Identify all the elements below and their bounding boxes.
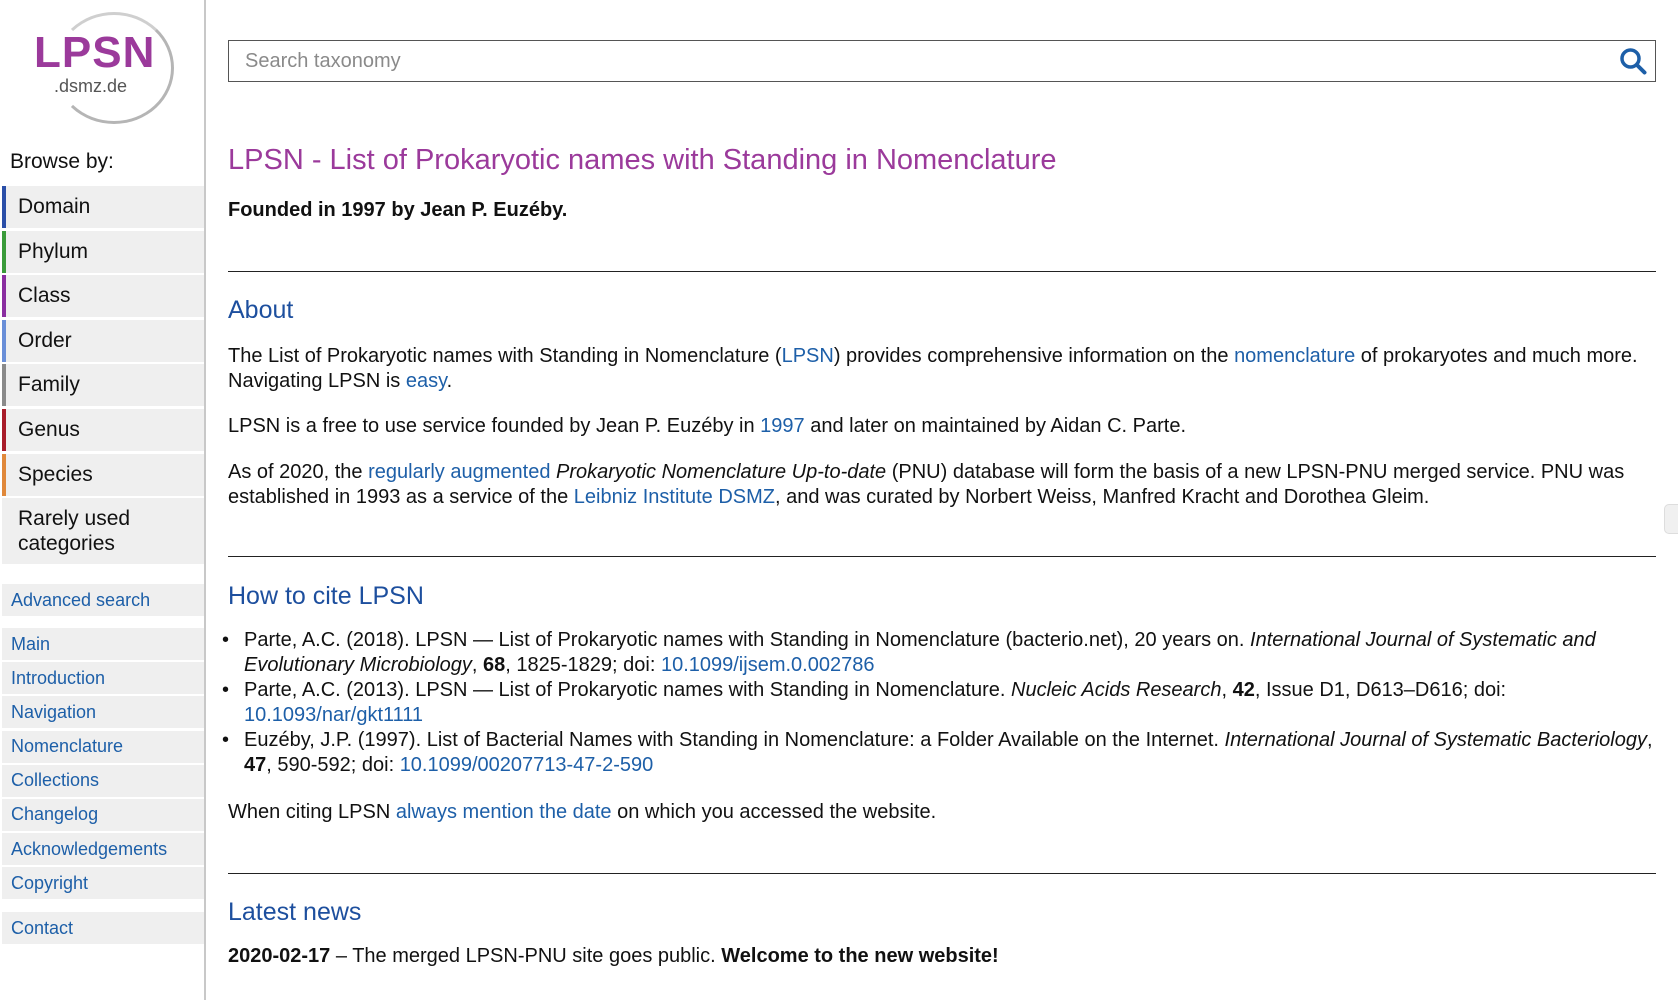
citation-text: Parte, A.C. (2018). LPSN — List of Prokaryotic names with Standing in Nomenclature (bacterio.net), 20 years on.	[244, 629, 1251, 651]
sidebar-item-collections[interactable]: Collections	[2, 765, 204, 797]
sidebar-item-rarely-used[interactable]	[2, 498, 204, 564]
doi-link[interactable]: 10.1099/00207713-47-2-590	[399, 754, 654, 776]
cite-heading: How to cite LPSN	[228, 582, 424, 610]
doi-link[interactable]: 10.1099/ijsem.0.002786	[660, 654, 875, 676]
text-span: As of 2020, the	[228, 461, 369, 483]
sidebar-item-label: Phylum	[18, 239, 89, 263]
about-heading: About	[228, 296, 294, 324]
founded-line: Founded in 1997 by Jean P. Euzéby.	[228, 199, 568, 221]
text-span: When citing LPSN	[228, 801, 396, 823]
side-edge-tab[interactable]	[1664, 504, 1678, 534]
pnu-name: Prokaryotic Nomenclature Up-to-date	[556, 461, 887, 483]
sidebar-item-class[interactable]	[2, 275, 204, 317]
news-heading: Latest news	[228, 898, 362, 926]
text-span: The List of Prokaryotic names with Standing in Nomenclature (	[228, 345, 782, 367]
advanced-search-menu	[2, 584, 204, 618]
browse-by-label: Browse by:	[10, 150, 114, 173]
sidebar-item-changelog[interactable]: Changelog	[2, 799, 204, 831]
sidebar-item-label: Order	[18, 328, 72, 352]
news-text: – The merged LPSN-PNU site goes public.	[330, 945, 722, 967]
news-highlight: Welcome to the new website!	[721, 945, 999, 967]
sidebar-item-label: Rarely used categories	[18, 507, 131, 556]
sidebar-item-domain[interactable]	[2, 186, 204, 228]
text-span: ) provides comprehensive information on the	[833, 345, 1235, 367]
text-span: of prokaryotes and much more. Navigating LPSN is	[228, 345, 1638, 392]
sidebar-item-acknowledgements[interactable]: Acknowledgements	[2, 833, 204, 865]
logo-domain: .dsmz.de	[54, 76, 128, 96]
text-span: .	[446, 370, 453, 392]
citation-volume: 68	[483, 654, 506, 676]
search-bar	[228, 40, 1656, 82]
sidebar-item-family[interactable]	[2, 364, 204, 406]
sidebar-item-order[interactable]	[2, 320, 204, 362]
sidebar-item-phylum[interactable]	[2, 231, 204, 273]
cite-note	[228, 800, 1648, 825]
year-1997-link[interactable]: 1997	[760, 415, 805, 437]
lpsn-logo[interactable]	[30, 10, 178, 124]
sidebar-item-main[interactable]: Main	[2, 628, 204, 660]
sidebar-item-contact[interactable]: Contact	[2, 912, 204, 944]
citation-volume: 42	[1232, 679, 1255, 701]
doi-link[interactable]: 10.1093/nar/gkt1111	[244, 704, 424, 726]
text-span: , and was curated by Norbert Weiss, Manfred Kracht and Dorothea Gleim.	[774, 486, 1430, 508]
sidebar-item-nomenclature[interactable]: Nomenclature	[2, 731, 204, 763]
mention-date-link[interactable]: always mention the date	[395, 801, 612, 823]
regularly-augmented-link[interactable]: regularly augmented	[368, 461, 551, 483]
search-input[interactable]	[229, 41, 1611, 81]
sidebar-item-advanced-search[interactable]: Advanced search	[2, 584, 204, 616]
list-item: • Euzéby, J.P. (1997). List of Bacterial Names with Standing in Nomenclature: a Folder Available on the Internet. International Journal of Systematic Bacteriology, 47, 590-592; doi: 10.1099/00207713-47-2-590	[228, 728, 1656, 778]
about-paragraph-3	[228, 460, 1648, 510]
citation-text: , Issue D1, D613–D616; doi:	[1254, 679, 1507, 701]
citation-list	[228, 628, 1656, 778]
contact-menu	[2, 912, 204, 946]
sidebar	[0, 0, 206, 1000]
main-content	[228, 0, 1656, 1000]
news-item	[228, 945, 999, 968]
about-paragraph-2	[228, 414, 1648, 439]
logo-text: LPSN	[34, 28, 156, 77]
citation-text: Parte, A.C. (2013). LPSN — List of Prokaryotic names with Standing in Nomenclature.	[244, 679, 1012, 701]
text-span: LPSN is a free to use service founded by Jean P. Euzéby in	[228, 415, 761, 437]
divider	[228, 556, 1656, 557]
search-icon[interactable]	[1611, 41, 1655, 81]
sidebar-item-introduction[interactable]: Introduction	[2, 662, 204, 694]
text-span: (PNU) database will form the basis of a new LPSN-PNU merged service. PNU was established in 1993 as a service of the	[228, 461, 1625, 508]
sidebar-item-label: Species	[18, 462, 93, 486]
citation-text: , 1825-1829; doi:	[505, 654, 661, 676]
citation-text: Euzéby, J.P. (1997). List of Bacterial Names with Standing in Nomenclature: a Folder Available on the Internet.	[244, 729, 1225, 751]
taxonomy-menu	[2, 186, 204, 567]
dsmz-link[interactable]: Leibniz Institute DSMZ	[573, 486, 775, 508]
sidebar-item-label: Class	[18, 284, 71, 308]
sidebar-item-genus[interactable]	[2, 409, 204, 451]
sidebar-item-species[interactable]	[2, 454, 204, 496]
citation-journal: Nucleic Acids Research	[1011, 679, 1222, 701]
divider	[228, 271, 1656, 272]
text-span: on which you accessed the website.	[611, 801, 937, 823]
sidebar-item-label: Family	[18, 373, 80, 397]
about-paragraph-1	[228, 344, 1648, 394]
sidebar-item-navigation[interactable]: Navigation	[2, 696, 204, 728]
main-nav-menu	[2, 628, 204, 902]
page-title: LPSN - List of Prokaryotic names with Standing in Nomenclature	[228, 144, 1057, 176]
list-item: • Parte, A.C. (2013). LPSN — List of Prokaryotic names with Standing in Nomenclature. Nucleic Acids Research, 42, Issue D1, D613–D616; doi: 10.1093/nar/gkt1111	[228, 678, 1656, 728]
citation-text: , 590-592; doi:	[266, 754, 400, 776]
sidebar-item-label: Domain	[18, 195, 91, 218]
easy-link[interactable]: easy	[405, 370, 447, 392]
divider	[228, 873, 1656, 874]
lpsn-link[interactable]: LPSN	[781, 345, 834, 367]
news-date: 2020-02-17	[228, 945, 331, 967]
sidebar-item-copyright[interactable]: Copyright	[2, 867, 204, 899]
sidebar-item-label: Genus	[18, 417, 80, 441]
nomenclature-link[interactable]: nomenclature	[1234, 345, 1356, 367]
citation-volume: 47	[244, 754, 267, 776]
citation-journal: International Journal of Systematic and Evolutionary Microbiology	[244, 629, 1596, 676]
text-span: and later on maintained by Aidan C. Parte.	[804, 415, 1187, 437]
list-item: • Parte, A.C. (2018). LPSN — List of Prokaryotic names with Standing in Nomenclature (bacterio.net), 20 years on. International Journal of Systematic and Evolutionary Microbiology, 68, 1825-1829; doi: 10.1099/ijsem.0.002786	[228, 628, 1656, 678]
citation-journal: International Journal of Systematic Bacteriology	[1224, 729, 1647, 751]
